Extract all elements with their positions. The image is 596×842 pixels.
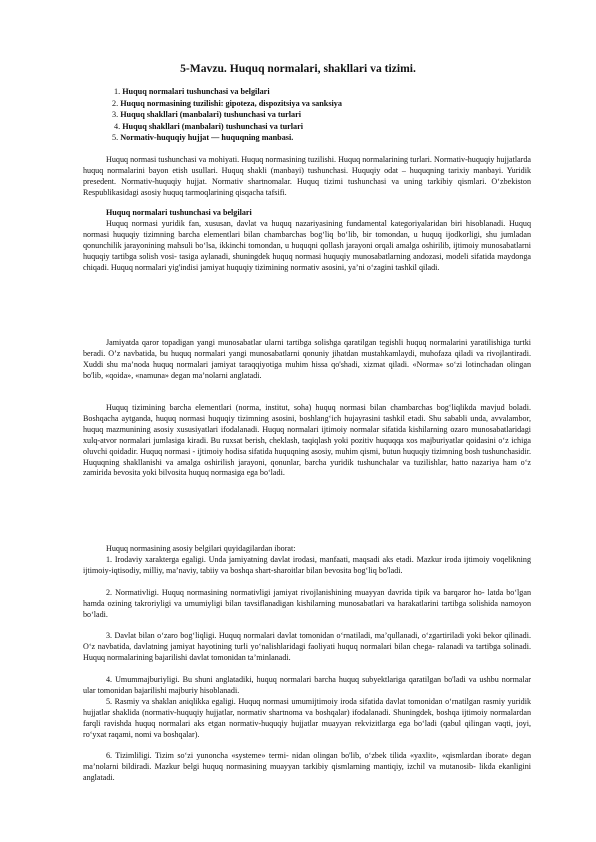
outline-item: 2. Huquq normasining tuzilishi: gipoteza, dispozitsiya va sanksiya [112,98,342,108]
page-title: 5-Mavzu. Huquq normalari, shakllari va tizimi. [180,62,416,75]
body-paragraph: Huquq normasining asosiy belgilari quyidagilardan iborat: [106,544,296,553]
section-heading: Huquq normalari tushunchasi va belgilari [106,208,252,217]
outline-item: 3. Huquq shakllari (manbalari) tushunchasi va turlari [112,110,302,120]
list-item: 1. Irodaviy xarakterga egaligi. Unda jamiyatning davlat irodasi, manfaati, maqsadi aks etadi. Mazkur iroda ijtimoiy voqelikning ijtimoiy-iqtisodiy, milliy, ma’naviy, tabiiy va boshqa shart-sharoitlar bilan bevosita bog‘liq bo'ladi. [83,555,531,575]
list-item: 6. Tizimliligi. Tizim so‘zi yunoncha «systeme» termi- nidan olingan bo'lib, o‘zbek tilida «yaxlit», «qismlardan iborat» degan ma’nolarni bildiradi. Mazkur belgi huquq normasining muayyan tarkibiy qismlarning mantiqiy, izchil va mutanosib- likda ekanligini anglatadi. [83,751,531,782]
list-item: 2. Normativligi. Huquq normasining normativligi jamiyat rivojlanishining muayyan davrida tipik va barqaror ho- latda bo‘lgan hamda ozining takroriyligi va umumiyligi bilan tavsiflanadigan kishilarning munosabatlari va harakatlarini tartibga solishida namoyon bo‘ladi. [83,588,531,619]
body-paragraph: Huquq tizimining barcha elementlari (norma, institut, soha) huquq normasi bilan chambarchas bog‘liqlikda mavjud boladi. Boshqacha aytganda, huquq normasi huquqiy tizimning asosini, boshlang‘ich hujayrasini tashkil etadi. Shu sababli unda, avvalambor, huquq mazmunining asosiy xususiyatlari ifodalanadi. Huquq normalari ijtimoiy normalar sifatida kishilarning ozaro munosabatlaridagi xulq-atvor normalari jumlasiga kiradi. Bu ruxsat berish, cheklash, taqiqlash yoki pozitiv huquqqa xos majburiyatlar qoidasini o‘z ichiga oluvchi qoidadir. Huquq normasi - ijtimoiy hodisa sifatida huquqning asosiy, muhim qismi, butun huquqiy tizimning bosh tushunchasidir. Huquqning shakllanishi va amalga oshirilish jarayoni, qonunlar, barcha yuridik tushunchalar va tuzilishlar, hatto nazariya ham o‘z zamirida bevosita yoki bilvosita huquq normasiga ega bo‘ladi. [83,403,531,478]
outline-item: 1. Huquq normalari tushunchasi va belgilari [114,87,270,96]
body-paragraph: Huquq normasi yuridik fan, xususan, davlat va huquq nazariyasining fundamental kategoriyalaridan biri hisoblanadi. Huquq normasi huquqiy tizimning barcha elementlari bilan chambarchas bog‘liq bo‘lib, bir tomondan, u huquq ijodkorligi, shu jumladan qonunchilik jarayonining mahsuli bo‘lsa, ikkinchi tomondan, u huquqni qollash jarayoni orqali amalga oshirilib, ijtimoiy munosabatlarni huquqiy tartibga solish vosi- tasiga aylanadi, shuningdek huquq normasi huquqiy munosabatlarning andozasi, modeli sifatida maydonga chiqadi. Huquq normalari yig'indisi jamiyat huquqiy tizimining normativ asosini, ya’ni o‘zagini tashkil qiladi. [83,219,531,272]
list-item: 3. Davlat bilan o‘zaro bog‘liqligi. Huquq normalari davlat tomonidan o‘rnatiladi, ma’qullanadi, o‘zgartiriladi yoki bekor qilinadi. O‘z navbatida, davlatning jamiyat hayotining turli yo‘nalishlaridagi faoliyati huquq normalari bilan chega- ralanadi va tartibga solinadi. Huquq normalarining bajarilishi davlat tomonidan ta’minlanadi. [83,631,531,662]
outline-item: 4. Huquq shakllari (manbalari) tushunchasi va turlari [114,121,304,131]
body-paragraph: Jamiyatda qaror topadigan yangi munosabatlar ularni tartibga solishga qaratilgan tegishli huquq normalarini yaratilishiga turtki beradi. O’z navbatida, bu huquq normalari yangi munosabatlarni qonuniy jihatdan mustahkamlaydi, muhofaza qiladi va rivojlantiradi. Xuddi shu ma’noda huquq normalari jamiyat taraqqiyotiga muhim hissa qo'shadi, xizmat qiladi. «Norma» so‘zi lotinchadan olingan bo'lib, «qoida», «namuna» degan ma’nolarni anglatadi. [83,338,531,380]
topic-outline [112,86,342,144]
list-item: 4. Umummajburiyligi. Bu shuni anglatadiki, huquq normalari barcha huquq subyektlariga qaratilgan bo'ladi va ushbu normalar ular tomonidan bajarilishi majburiy hisoblanadi. [83,675,531,695]
outline-item: 5. Normativ-huquqiy hujjat — huquqning manbasi. [112,133,294,143]
list-item: 5. Rasmiy va shaklan aniqlikka egaligi. Huquq normasi umumijtimoiy iroda sifatida davlat tomonidan o‘rnatilgan rasmiy yuridik hujjatlar shaklida (normativ-huquqiy hujjatlar, normativ shartnoma va boshqalar) ifodalanadi. Shuningdek, boshqa ijtimoiy normalardan farqli ravishda huquq normalari aks etgan normativ-huquqiy hujjatlar muayyan rekvizitlarga ega bo‘ladi (qabul qilingan vaqti, joyi, ro‘yxat raqami, nomi va boshqalar). [83,697,531,739]
annotation-paragraph: Huquq normasi tushunchasi va mohiyati. Huquq normasining tuzilishi. Huquq normalarining turlari. Normativ-huquqiy hujjatlarda huquq normalarini bayon etish usullari. Huquq shakli (manbayi) tushunchasi. Huquqiy odat – huquqning tarixiy manbayi. Yuridik presedent. Normativ-huquqiy hujjat. Normativ shartnomalar. Huquq tizimi tushunchasi va uning tarkibiy qismlari. O‘zbekiston Respublikasidagi asosiy huquq tarmoqlarining qisqacha tafsifi. [83,155,531,197]
